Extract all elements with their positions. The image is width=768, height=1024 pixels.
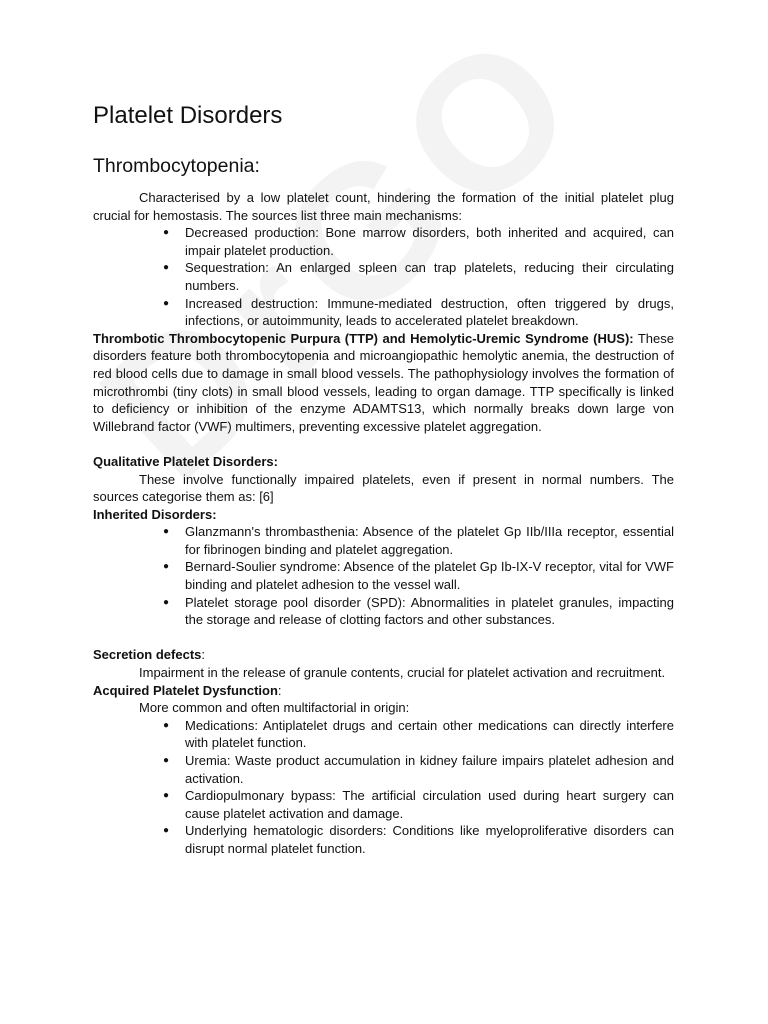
secretion-text: Impairment in the release of granule contents, crucial for platelet activation and recruitment. bbox=[139, 665, 666, 681]
acquired-intro: More common and often multifactorial in origin: bbox=[139, 700, 410, 716]
ttp-label: Thrombotic Thrombocytopenic Purpura (TTP) and Hemolytic-Uremic Syndrome (HUS): bbox=[93, 330, 634, 346]
list-item: ● Underlying hematologic disorders: Conditions like myeloproliferative disorders can disrupt normal platelet function. bbox=[163, 823, 674, 856]
list-item: ● Increased destruction: Immune-mediated destruction, often triggered by drugs, infections, or autoimmunity, leads to accelerated platelet breakdown. bbox=[163, 295, 674, 329]
list-item: ● Bernard-Soulier syndrome: Absence of the platelet Gp Ib-IX-V receptor, vital for VWF binding and platelet adhesion to the vessel wall. bbox=[163, 559, 674, 593]
thrombocytopenia-intro: Characterised by a low platelet count, hindering the formation of the initial platelet plug crucial for hemostasis. The sources list three main mechanisms: bbox=[93, 190, 674, 223]
thrombocytopenia-heading: Thrombocytopenia: bbox=[93, 155, 260, 177]
list-item: ● Uremia: Waste product accumulation in kidney failure impairs platelet adhesion and activation. bbox=[163, 753, 674, 786]
acquired-heading: Acquired Platelet Dysfunction: bbox=[93, 682, 282, 698]
bullet-icon: ● bbox=[163, 297, 170, 309]
list-item: ● Medications: Antiplatelet drugs and certain other medications can directly interfere with platelet function. bbox=[163, 717, 674, 751]
bullet-icon: ● bbox=[163, 596, 170, 608]
qualitative-intro: These involve functionally impaired platelets, even if present in normal numbers. The sources categorise them as: [6] bbox=[93, 471, 674, 505]
ttp-text: These disorders feature both thrombocytopenia and microangiopathic hemolytic anemia, the destruction of red blood cells due to damage in small blood vessels. The pathophysiology involves the formation of microthrombi (tiny clots) in small blood vessels, leading to organ damage. TTP specifically is linked to deficiency or inhibition of the enzyme ADAMTS13, which normally breaks down large von Willebrand factor (VWF) multimers, preventing excessive platelet aggregation. bbox=[93, 330, 674, 434]
list-item: ● Sequestration: An enlarged spleen can trap platelets, reducing their circulating numbers. bbox=[163, 260, 674, 293]
mechanism-list bbox=[93, 224, 674, 330]
secretion-heading: Secretion defects: bbox=[93, 647, 205, 663]
ttp-paragraph bbox=[93, 330, 674, 436]
bullet-icon: ● bbox=[163, 262, 170, 274]
document-page bbox=[93, 100, 674, 858]
list-item: ● Decreased production: Bone marrow disorders, both inherited and acquired, can impair platelet production. bbox=[163, 225, 674, 258]
bullet-icon: ● bbox=[163, 227, 170, 239]
bullet-icon: ● bbox=[163, 825, 170, 837]
page-title: Platelet Disorders bbox=[93, 102, 283, 129]
bullet-icon: ● bbox=[163, 790, 170, 802]
qualitative-heading: Qualitative Platelet Disorders: bbox=[93, 453, 278, 469]
bullet-icon: ● bbox=[163, 526, 170, 538]
bullet-icon: ● bbox=[163, 755, 170, 766]
acquired-list bbox=[93, 717, 674, 858]
list-item: ● Cardiopulmonary bypass: The artificial circulation used during heart surgery can cause platelet activation and damage. bbox=[163, 788, 674, 821]
list-item: ● Platelet storage pool disorder (SPD): Abnormalities in platelet granules, impacting the storage and release of clotting factors and other substances. bbox=[163, 594, 674, 628]
inherited-list bbox=[93, 523, 674, 629]
inherited-heading: Inherited Disorders: bbox=[93, 506, 217, 522]
list-item: ● Glanzmann's thrombasthenia: Absence of the platelet Gp IIb/IIIa receptor, essential for fibrinogen binding and platelet aggregation. bbox=[163, 524, 674, 557]
bullet-icon: ● bbox=[163, 719, 170, 731]
bullet-icon: ● bbox=[163, 561, 170, 573]
